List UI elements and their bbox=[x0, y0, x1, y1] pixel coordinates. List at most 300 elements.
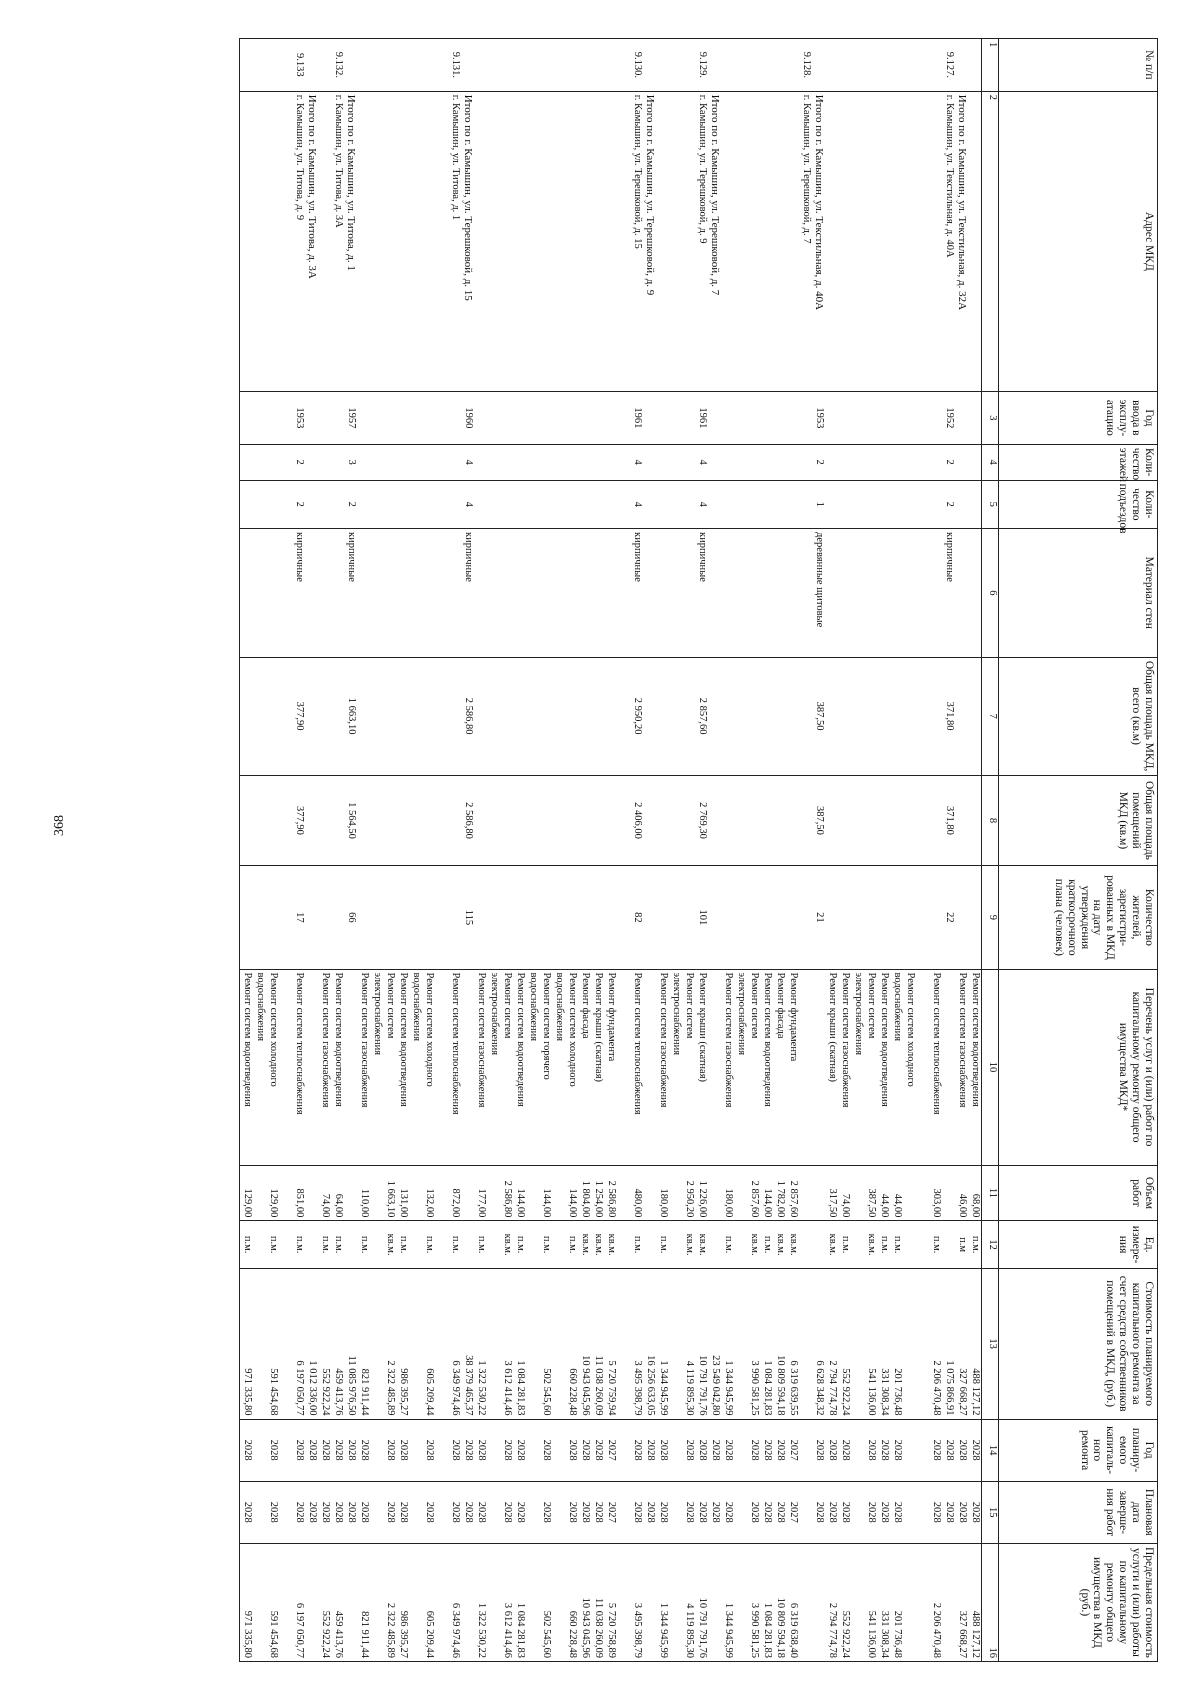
residents-cell bbox=[435, 866, 448, 969]
cost-cell: 11 038 260,09 bbox=[591, 1268, 604, 1419]
premises-area-cell bbox=[825, 775, 838, 866]
work-type-cell: Ремонт систем bbox=[500, 969, 513, 1165]
residents-cell bbox=[760, 866, 773, 969]
total-area-cell bbox=[539, 657, 552, 775]
residents-cell bbox=[643, 866, 656, 969]
unit-cell: кв.м. bbox=[682, 1221, 695, 1268]
year-cell: 1953 bbox=[812, 392, 825, 445]
residents-cell: 17 bbox=[292, 866, 305, 969]
column-number: 11 bbox=[982, 1165, 999, 1221]
premises-area-cell bbox=[266, 775, 279, 866]
entrances-cell: 4 bbox=[695, 480, 708, 528]
repair-year-cell bbox=[799, 1419, 812, 1481]
wall-material-cell bbox=[656, 529, 669, 658]
completion-date-cell: 2028 bbox=[578, 1481, 591, 1543]
row-number bbox=[240, 39, 254, 92]
row-number bbox=[279, 39, 292, 92]
completion-date-cell: 2028 bbox=[682, 1481, 695, 1543]
premises-area-cell bbox=[721, 775, 734, 866]
floors-cell bbox=[253, 444, 266, 480]
completion-date-cell: 2028 bbox=[760, 1481, 773, 1543]
total-area-cell bbox=[708, 657, 721, 775]
address-cell bbox=[435, 91, 448, 391]
volume-cell: 110,00 bbox=[357, 1165, 370, 1221]
entrances-cell bbox=[448, 480, 461, 528]
address-cell bbox=[877, 91, 890, 391]
floors-cell bbox=[526, 444, 539, 480]
table-row bbox=[734, 39, 747, 1662]
premises-area-cell: 2 406,00 bbox=[630, 775, 643, 866]
row-number bbox=[916, 39, 929, 92]
year-cell bbox=[929, 392, 942, 445]
completion-date-cell: 2028 bbox=[461, 1481, 474, 1543]
repair-year-cell bbox=[409, 1419, 422, 1481]
volume-cell: 1 782,00 bbox=[773, 1165, 786, 1221]
wall-material-cell bbox=[383, 529, 396, 658]
unit-cell: кв.м. bbox=[747, 1221, 760, 1268]
row-number bbox=[422, 39, 435, 92]
premises-area-cell bbox=[279, 775, 292, 866]
year-cell bbox=[240, 392, 254, 445]
completion-date-cell bbox=[799, 1481, 812, 1543]
floors-cell bbox=[877, 444, 890, 480]
total-area-cell: 1 663,10 bbox=[344, 657, 357, 775]
address-cell bbox=[539, 91, 552, 391]
address-cell bbox=[617, 91, 630, 391]
volume-cell bbox=[812, 1165, 825, 1221]
residents-cell bbox=[864, 866, 877, 969]
year-cell bbox=[526, 392, 539, 445]
cost-cell bbox=[799, 1268, 812, 1419]
year-cell bbox=[617, 392, 630, 445]
volume-cell: 1 254,00 bbox=[591, 1165, 604, 1221]
residents-cell bbox=[383, 866, 396, 969]
table-row bbox=[838, 39, 851, 1662]
work-type-cell: электроснабжения bbox=[734, 969, 747, 1165]
completion-date-cell: 2028 bbox=[396, 1481, 409, 1543]
residents-cell: 66 bbox=[344, 866, 357, 969]
table-row bbox=[773, 39, 786, 1662]
unit-cell: п.м. bbox=[929, 1221, 942, 1268]
completion-date-cell: 2028 bbox=[656, 1481, 669, 1543]
repair-year-cell: 2028 bbox=[877, 1419, 890, 1481]
repair-year-cell: 2028 bbox=[968, 1419, 982, 1481]
unit-cell bbox=[734, 1221, 747, 1268]
floors-cell bbox=[370, 444, 383, 480]
header-cell: Год ввода в эксплу- атацию bbox=[999, 392, 1158, 445]
floors-cell bbox=[357, 444, 370, 480]
repair-year-cell: 2028 bbox=[565, 1419, 578, 1481]
year-cell bbox=[747, 392, 760, 445]
wall-material-cell bbox=[903, 529, 916, 658]
volume-cell: 144,00 bbox=[760, 1165, 773, 1221]
table-row bbox=[916, 39, 929, 1662]
wall-material-cell bbox=[864, 529, 877, 658]
unit-cell: п.м. bbox=[396, 1221, 409, 1268]
repair-year-cell: 2028 bbox=[422, 1419, 435, 1481]
completion-date-cell bbox=[903, 1481, 916, 1543]
table-row bbox=[409, 39, 422, 1662]
header-cell: Количество жителей, зарегистри- рованных в МКД на дату утверждения краткосрочного плана (человек) bbox=[999, 866, 1158, 969]
year-cell bbox=[838, 392, 851, 445]
entrances-cell bbox=[409, 480, 422, 528]
repair-year-cell bbox=[851, 1419, 864, 1481]
address-cell: Итого по г. Камышин, ул. Титова, д. 1 bbox=[344, 91, 357, 391]
wall-material-cell: кирпичные bbox=[292, 529, 305, 658]
volume-cell: 129,00 bbox=[240, 1165, 254, 1221]
repair-year-cell: 2028 bbox=[812, 1419, 825, 1481]
table-row bbox=[682, 39, 695, 1662]
residents-cell bbox=[903, 866, 916, 969]
wall-material-cell bbox=[968, 529, 982, 658]
repair-year-cell: 2028 bbox=[305, 1419, 318, 1481]
max-cost-cell: 3 612 414,46 bbox=[500, 1543, 513, 1661]
premises-area-cell bbox=[916, 775, 929, 866]
entrances-cell bbox=[747, 480, 760, 528]
residents-cell bbox=[578, 866, 591, 969]
address-cell: г. Камышин, ул. Титова, д. 1 bbox=[448, 91, 461, 391]
wall-material-cell bbox=[682, 529, 695, 658]
year-cell: 1957 bbox=[344, 392, 357, 445]
cost-cell: 23 549 042,80 bbox=[708, 1268, 721, 1419]
unit-cell bbox=[279, 1221, 292, 1268]
entrances-cell bbox=[422, 480, 435, 528]
address-cell bbox=[890, 91, 903, 391]
residents-cell bbox=[318, 866, 331, 969]
entrances-cell bbox=[500, 480, 513, 528]
year-cell bbox=[773, 392, 786, 445]
work-type-cell bbox=[799, 969, 812, 1165]
completion-date-cell: 2028 bbox=[890, 1481, 903, 1543]
table-row bbox=[500, 39, 513, 1662]
volume-cell: 1 663,10 bbox=[383, 1165, 396, 1221]
table-body bbox=[240, 39, 982, 1662]
floors-cell bbox=[643, 444, 656, 480]
completion-date-cell: 2028 bbox=[773, 1481, 786, 1543]
work-type-cell: Ремонт систем холодного bbox=[565, 969, 578, 1165]
table-row bbox=[721, 39, 734, 1662]
premises-area-cell bbox=[903, 775, 916, 866]
total-area-cell bbox=[643, 657, 656, 775]
residents-cell: 22 bbox=[942, 866, 955, 969]
residents-cell bbox=[968, 866, 982, 969]
year-cell: 1961 bbox=[695, 392, 708, 445]
residents-cell bbox=[409, 866, 422, 969]
residents-cell: 101 bbox=[695, 866, 708, 969]
cost-cell: 660 228,48 bbox=[565, 1268, 578, 1419]
address-cell bbox=[825, 91, 838, 391]
total-area-cell bbox=[253, 657, 266, 775]
cost-cell: 6 197 050,77 bbox=[292, 1268, 305, 1419]
repair-year-cell: 2028 bbox=[266, 1419, 279, 1481]
unit-cell: п.м. bbox=[721, 1221, 734, 1268]
unit-cell: кв.м. bbox=[825, 1221, 838, 1268]
total-area-cell bbox=[968, 657, 982, 775]
total-area-cell bbox=[318, 657, 331, 775]
completion-date-cell: 2028 bbox=[838, 1481, 851, 1543]
unit-cell: п.м. bbox=[877, 1221, 890, 1268]
completion-date-cell bbox=[370, 1481, 383, 1543]
max-cost-cell bbox=[851, 1543, 864, 1661]
unit-cell: кв.м. bbox=[604, 1221, 617, 1268]
header-cell: Коли- чество этажей bbox=[999, 444, 1158, 480]
column-number: 9 bbox=[982, 866, 999, 969]
residents-cell bbox=[305, 866, 318, 969]
floors-cell bbox=[383, 444, 396, 480]
volume-cell bbox=[370, 1165, 383, 1221]
unit-cell: п.м. bbox=[422, 1221, 435, 1268]
completion-date-cell: 2028 bbox=[357, 1481, 370, 1543]
year-cell bbox=[734, 392, 747, 445]
work-type-cell: водоснабжения bbox=[890, 969, 903, 1165]
max-cost-cell: 10 791 791,76 bbox=[695, 1543, 708, 1661]
premises-area-cell bbox=[851, 775, 864, 866]
unit-cell: кв.м. bbox=[864, 1221, 877, 1268]
repair-year-cell: 2027 bbox=[604, 1419, 617, 1481]
entrances-cell bbox=[240, 480, 254, 528]
wall-material-cell bbox=[890, 529, 903, 658]
header-cell: Ед. измере- ния bbox=[999, 1221, 1158, 1268]
completion-date-cell bbox=[734, 1481, 747, 1543]
wall-material-cell bbox=[747, 529, 760, 658]
floors-cell bbox=[825, 444, 838, 480]
premises-area-cell bbox=[539, 775, 552, 866]
residents-cell bbox=[422, 866, 435, 969]
total-area-cell: 2 586,80 bbox=[461, 657, 474, 775]
row-number bbox=[435, 39, 448, 92]
max-cost-cell bbox=[734, 1543, 747, 1661]
total-area-cell bbox=[279, 657, 292, 775]
work-type-cell: электроснабжения bbox=[487, 969, 500, 1165]
row-number bbox=[877, 39, 890, 92]
residents-cell bbox=[474, 866, 487, 969]
row-number bbox=[929, 39, 942, 92]
address-cell bbox=[929, 91, 942, 391]
unit-cell: п.м. bbox=[630, 1221, 643, 1268]
work-type-cell bbox=[344, 969, 357, 1165]
wall-material-cell bbox=[279, 529, 292, 658]
entrances-cell: 2 bbox=[942, 480, 955, 528]
max-cost-cell: 541 136,00 bbox=[864, 1543, 877, 1661]
residents-cell bbox=[448, 866, 461, 969]
address-cell: г. Камышин, ул. Текстильная, д. 40А bbox=[942, 91, 955, 391]
completion-date-cell bbox=[851, 1481, 864, 1543]
max-cost-cell bbox=[279, 1543, 292, 1661]
table-row bbox=[786, 39, 799, 1662]
premises-area-cell bbox=[435, 775, 448, 866]
premises-area-cell bbox=[422, 775, 435, 866]
row-number bbox=[513, 39, 526, 92]
total-area-cell bbox=[266, 657, 279, 775]
premises-area-cell bbox=[682, 775, 695, 866]
completion-date-cell: 2028 bbox=[422, 1481, 435, 1543]
entrances-cell bbox=[565, 480, 578, 528]
premises-area-cell bbox=[773, 775, 786, 866]
total-area-cell bbox=[747, 657, 760, 775]
wall-material-cell bbox=[773, 529, 786, 658]
year-cell bbox=[448, 392, 461, 445]
row-number bbox=[773, 39, 786, 92]
entrances-cell: 4 bbox=[630, 480, 643, 528]
max-cost-cell bbox=[526, 1543, 539, 1661]
repair-year-cell: 2028 bbox=[461, 1419, 474, 1481]
header-cell: Материал стен bbox=[999, 529, 1158, 658]
max-cost-cell: 10 943 045,96 bbox=[578, 1543, 591, 1661]
premises-area-cell bbox=[487, 775, 500, 866]
work-type-cell: Ремонт систем bbox=[383, 969, 396, 1165]
floors-cell bbox=[682, 444, 695, 480]
residents-cell bbox=[799, 866, 812, 969]
work-type-cell: Ремонт систем водоотведения bbox=[877, 969, 890, 1165]
address-cell: Итого по г. Камышин, ул. Текстильная, д. 40А bbox=[812, 91, 825, 391]
repair-year-cell: 2028 bbox=[929, 1419, 942, 1481]
residents-cell bbox=[240, 866, 254, 969]
entrances-cell bbox=[864, 480, 877, 528]
residents-cell bbox=[721, 866, 734, 969]
unit-cell: п.м. bbox=[968, 1221, 982, 1268]
entrances-cell bbox=[305, 480, 318, 528]
repair-year-cell: 2027 bbox=[786, 1419, 799, 1481]
header-cell: Общая площадь МКД, всего (кв.м) bbox=[999, 657, 1158, 775]
entrances-cell bbox=[617, 480, 630, 528]
unit-cell bbox=[617, 1221, 630, 1268]
address-cell bbox=[240, 91, 254, 391]
entrances-cell bbox=[266, 480, 279, 528]
year-cell bbox=[669, 392, 682, 445]
unit-cell: п.м. bbox=[760, 1221, 773, 1268]
column-number: 8 bbox=[982, 775, 999, 866]
entrances-cell bbox=[279, 480, 292, 528]
work-type-cell: Ремонт систем bbox=[864, 969, 877, 1165]
unit-cell: п.м. bbox=[448, 1221, 461, 1268]
column-number: 10 bbox=[982, 969, 999, 1165]
total-area-cell bbox=[877, 657, 890, 775]
max-cost-cell: 331 308,34 bbox=[877, 1543, 890, 1661]
premises-area-cell bbox=[786, 775, 799, 866]
residents-cell: 21 bbox=[812, 866, 825, 969]
max-cost-cell bbox=[370, 1543, 383, 1661]
repair-year-cell: 2028 bbox=[513, 1419, 526, 1481]
cost-cell bbox=[734, 1268, 747, 1419]
table-row bbox=[253, 39, 266, 1662]
wall-material-cell bbox=[955, 529, 968, 658]
unit-cell bbox=[305, 1221, 318, 1268]
table-row bbox=[643, 39, 656, 1662]
year-cell bbox=[409, 392, 422, 445]
work-type-cell: Ремонт крыши (скатная) bbox=[591, 969, 604, 1165]
work-type-cell: Ремонт систем теплоснабжения bbox=[292, 969, 305, 1165]
year-cell bbox=[799, 392, 812, 445]
wall-material-cell bbox=[370, 529, 383, 658]
floors-cell bbox=[968, 444, 982, 480]
premises-area-cell bbox=[591, 775, 604, 866]
address-cell: Итого по г. Камышин, ул. Терешковой, д. 9 bbox=[643, 91, 656, 391]
row-number bbox=[357, 39, 370, 92]
residents-cell bbox=[279, 866, 292, 969]
completion-date-cell bbox=[669, 1481, 682, 1543]
cost-cell: 201 736,48 bbox=[890, 1268, 903, 1419]
cost-cell: 10 943 045,96 bbox=[578, 1268, 591, 1419]
entrances-cell bbox=[383, 480, 396, 528]
premises-area-cell bbox=[448, 775, 461, 866]
max-cost-cell: 1 344 945,99 bbox=[656, 1543, 669, 1661]
max-cost-cell: 1 084 281,83 bbox=[513, 1543, 526, 1661]
wall-material-cell bbox=[578, 529, 591, 658]
header-cell: Предельная стоимость услуги и (или) работы по капитальному ремонту общего имущества в МКД (руб.) bbox=[999, 1543, 1158, 1661]
premises-area-cell bbox=[526, 775, 539, 866]
repair-year-cell: 2028 bbox=[643, 1419, 656, 1481]
unit-cell: кв.м. bbox=[591, 1221, 604, 1268]
table-row bbox=[942, 39, 955, 1662]
repair-year-cell bbox=[903, 1419, 916, 1481]
repair-year-cell: 2028 bbox=[344, 1419, 357, 1481]
row-number bbox=[461, 39, 474, 92]
year-cell: 1952 bbox=[942, 392, 955, 445]
wall-material-cell bbox=[825, 529, 838, 658]
table-row bbox=[448, 39, 461, 1662]
cost-cell: 10 809 594,18 bbox=[773, 1268, 786, 1419]
completion-date-cell: 2028 bbox=[318, 1481, 331, 1543]
unit-cell: кв.м. bbox=[786, 1221, 799, 1268]
max-cost-cell: 552 922,24 bbox=[838, 1543, 851, 1661]
cost-cell: 10 791 791,76 bbox=[695, 1268, 708, 1419]
row-number: 9.127. bbox=[942, 39, 955, 92]
row-number bbox=[721, 39, 734, 92]
column-number: 16 bbox=[982, 1543, 999, 1661]
table-row bbox=[279, 39, 292, 1662]
max-cost-cell bbox=[487, 1543, 500, 1661]
row-number bbox=[903, 39, 916, 92]
repair-year-cell: 2028 bbox=[318, 1419, 331, 1481]
cost-cell bbox=[253, 1268, 266, 1419]
entrances-cell: 2 bbox=[292, 480, 305, 528]
volume-cell: 872,00 bbox=[448, 1165, 461, 1221]
max-cost-cell bbox=[552, 1543, 565, 1661]
table-row bbox=[370, 39, 383, 1662]
volume-cell: 131,00 bbox=[396, 1165, 409, 1221]
work-type-cell: Ремонт систем теплоснабжения bbox=[630, 969, 643, 1165]
year-cell bbox=[851, 392, 864, 445]
unit-cell bbox=[461, 1221, 474, 1268]
volume-cell: 2 586,80 bbox=[500, 1165, 513, 1221]
table-row bbox=[760, 39, 773, 1662]
residents-cell bbox=[396, 866, 409, 969]
row-number bbox=[890, 39, 903, 92]
address-cell bbox=[383, 91, 396, 391]
repair-year-cell: 2028 bbox=[825, 1419, 838, 1481]
cost-cell: 2 322 485,89 bbox=[383, 1268, 396, 1419]
unit-cell bbox=[812, 1221, 825, 1268]
floors-cell bbox=[409, 444, 422, 480]
entrances-cell bbox=[877, 480, 890, 528]
repair-year-cell bbox=[669, 1419, 682, 1481]
unit-cell: п.м. bbox=[474, 1221, 487, 1268]
volume-cell bbox=[643, 1165, 656, 1221]
year-cell bbox=[955, 392, 968, 445]
floors-cell: 4 bbox=[630, 444, 643, 480]
premises-area-cell bbox=[877, 775, 890, 866]
repair-year-cell bbox=[487, 1419, 500, 1481]
residents-cell bbox=[357, 866, 370, 969]
floors-cell bbox=[708, 444, 721, 480]
completion-date-cell: 2028 bbox=[721, 1481, 734, 1543]
year-cell bbox=[864, 392, 877, 445]
header-cell: Объем работ bbox=[999, 1165, 1158, 1221]
work-type-cell: Ремонт крыши (скатная) bbox=[695, 969, 708, 1165]
work-type-cell: Ремонт систем водоотведения bbox=[513, 969, 526, 1165]
cost-cell: 38 379 465,37 bbox=[461, 1268, 474, 1419]
column-number: 13 bbox=[982, 1268, 999, 1419]
